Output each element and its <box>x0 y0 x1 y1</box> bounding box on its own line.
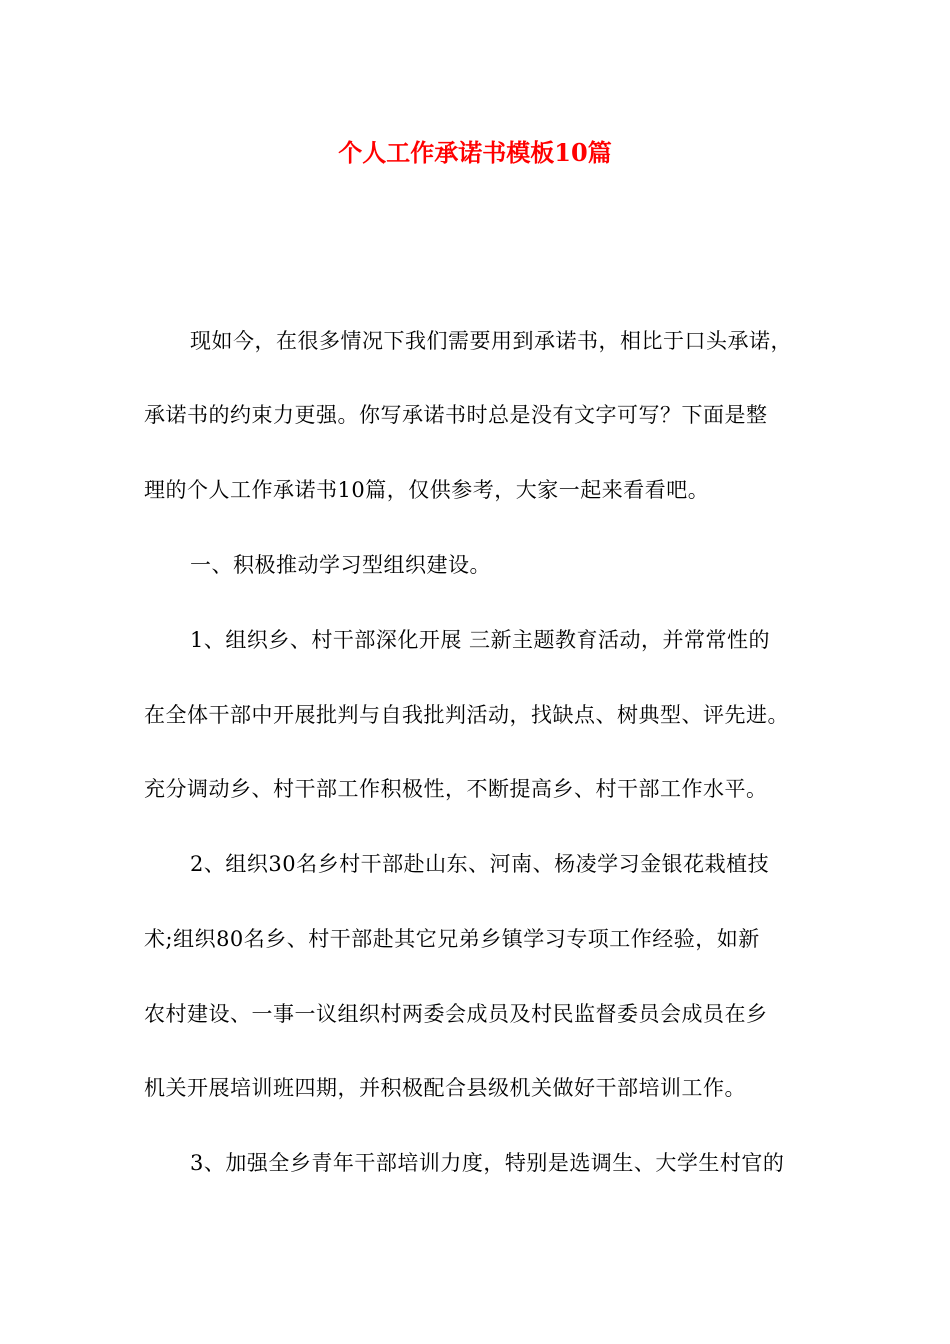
paragraph-line: 理的个人工作承诺书10篇，仅供参考，大家一起来看看吧。 <box>144 478 710 502</box>
paragraph-line: 1、组织乡、村干部深化开展 三新主题教育活动，并常常性的 <box>190 628 771 652</box>
paragraph-line: 充分调动乡、村干部工作积极性，不断提高乡、村干部工作水平。 <box>144 777 768 801</box>
paragraph-line: 2、组织30名乡村干部赴山东、河南、杨凌学习金银花栽植技 <box>190 852 770 876</box>
paragraph-line: 农村建设、一事一议组织村两委会成员及村民监督委员会成员在乡 <box>144 1002 768 1026</box>
document-title: 个人工作承诺书模板10篇 <box>338 138 612 167</box>
paragraph-line: 术;组织80名乡、村干部赴其它兄弟乡镇学习专项工作经验，如新 <box>144 927 760 951</box>
paragraph-line: 承诺书的约束力更强。你写承诺书时总是没有文字可写？下面是整 <box>144 403 768 427</box>
paragraph-line: 现如今，在很多情况下我们需要用到承诺书，相比于口头承诺， <box>190 329 792 353</box>
paragraph-line: 3、加强全乡青年干部培训力度，特别是选调生、大学生村官的 <box>190 1151 785 1175</box>
paragraph-line: 机关开展培训班四期，并积极配合县级机关做好干部培训工作。 <box>144 1076 746 1100</box>
section-heading: 一、积极推动学习型组织建设。 <box>190 553 491 577</box>
paragraph-line: 在全体干部中开展批判与自我批判活动，找缺点、树典型、评先进。 <box>144 703 789 727</box>
